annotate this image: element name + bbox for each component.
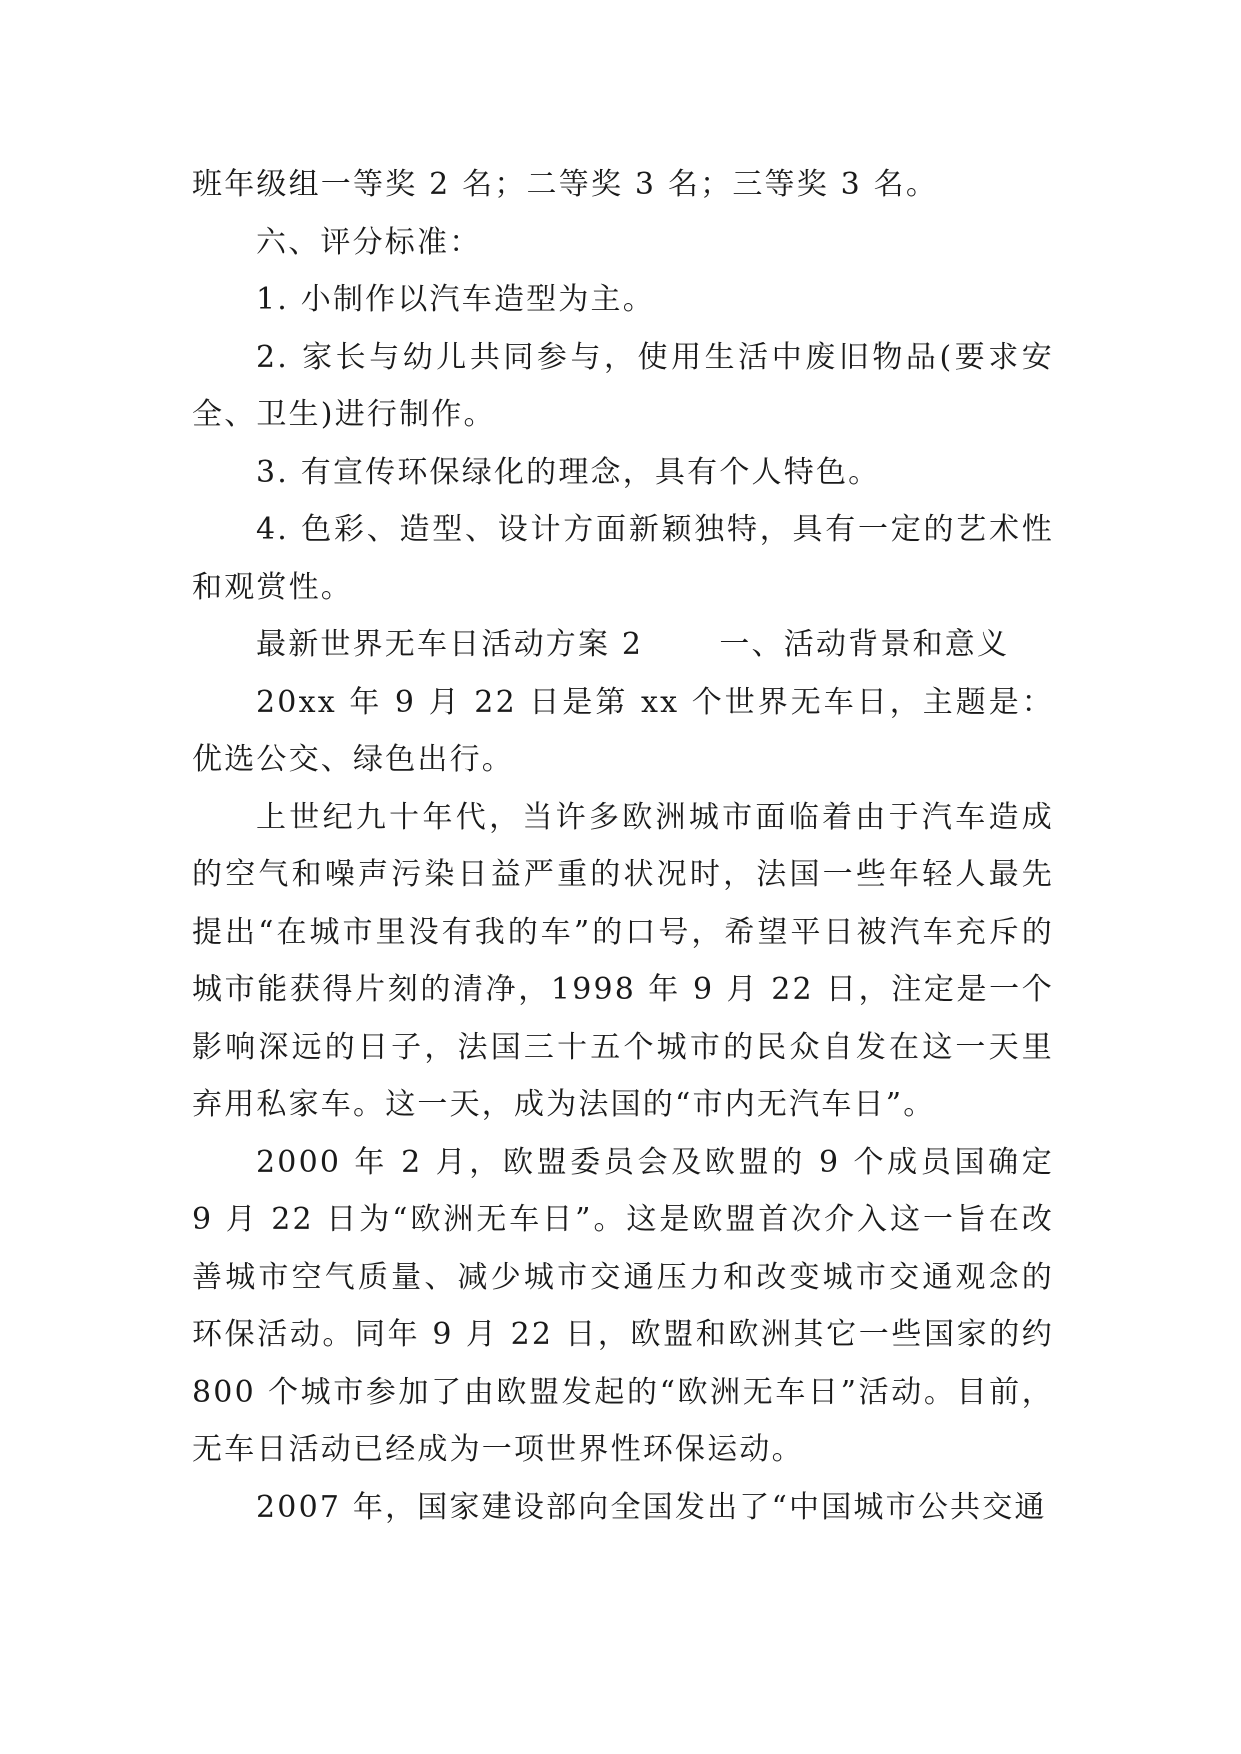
criteria-item-4: 4. 色彩、造型、设计方面新颖独特，具有一定的艺术性和观赏性。	[192, 512, 1054, 605]
paragraph-award-count: 班年级组一等奖 2 名；二等奖 3 名；三等奖 3 名。	[192, 167, 939, 202]
document-body	[192, 156, 1054, 1536]
heading-scoring-criteria: 六、评分标准：	[256, 224, 482, 260]
paragraph-history-france: 上世纪九十年代，当许多欧洲城市面临着由于汽车造成的空气和噪声污染日益严重的状况时，法国一些年轻人最先提出“在城市里没有我的车”的口号，希望平日被汽车充斥的城市能获得片刻的清净，1998 年 9 月 22 日，注定是一个影响深远的日子，法国三十五个城市的民众自发在这一天里弃用私家车。这一天，成为法国的“市内无汽车日”。	[192, 799, 1054, 1122]
paragraph-china-2007: 2007 年，国家建设部向全国发出了“中国城市公共交通	[256, 1489, 1047, 1525]
paragraph-history-eu: 2000 年 2 月，欧盟委员会及欧盟的 9 个成员国确定 9 月 22 日为“欧洲无车日”。这是欧盟首次介入这一旨在改善城市空气质量、减少城市交通压力和改变城市交通观念的环保活动。同年 9 月 22 日，欧盟和欧洲其它一些国家的约 800 个城市参加了由欧盟发起的“欧洲无车日”活动。目前，无车日活动已经成为一项世界性环保运动。	[192, 1144, 1054, 1467]
criteria-item-3: 3. 有宣传环保绿化的理念，具有个人特色。	[256, 454, 881, 490]
section-title-plan-2: 最新世界无车日活动方案 2 一、活动背景和意义	[256, 627, 1010, 662]
criteria-item-2: 2. 家长与幼儿共同参与，使用生活中废旧物品(要求安全、卫生)进行制作。	[192, 339, 1054, 432]
paragraph-theme: 20xx 年 9 月 22 日是第 xx 个世界无车日，主题是：优选公交、绿色出行。	[192, 684, 1054, 777]
criteria-item-1: 1. 小制作以汽车造型为主。	[256, 282, 655, 317]
